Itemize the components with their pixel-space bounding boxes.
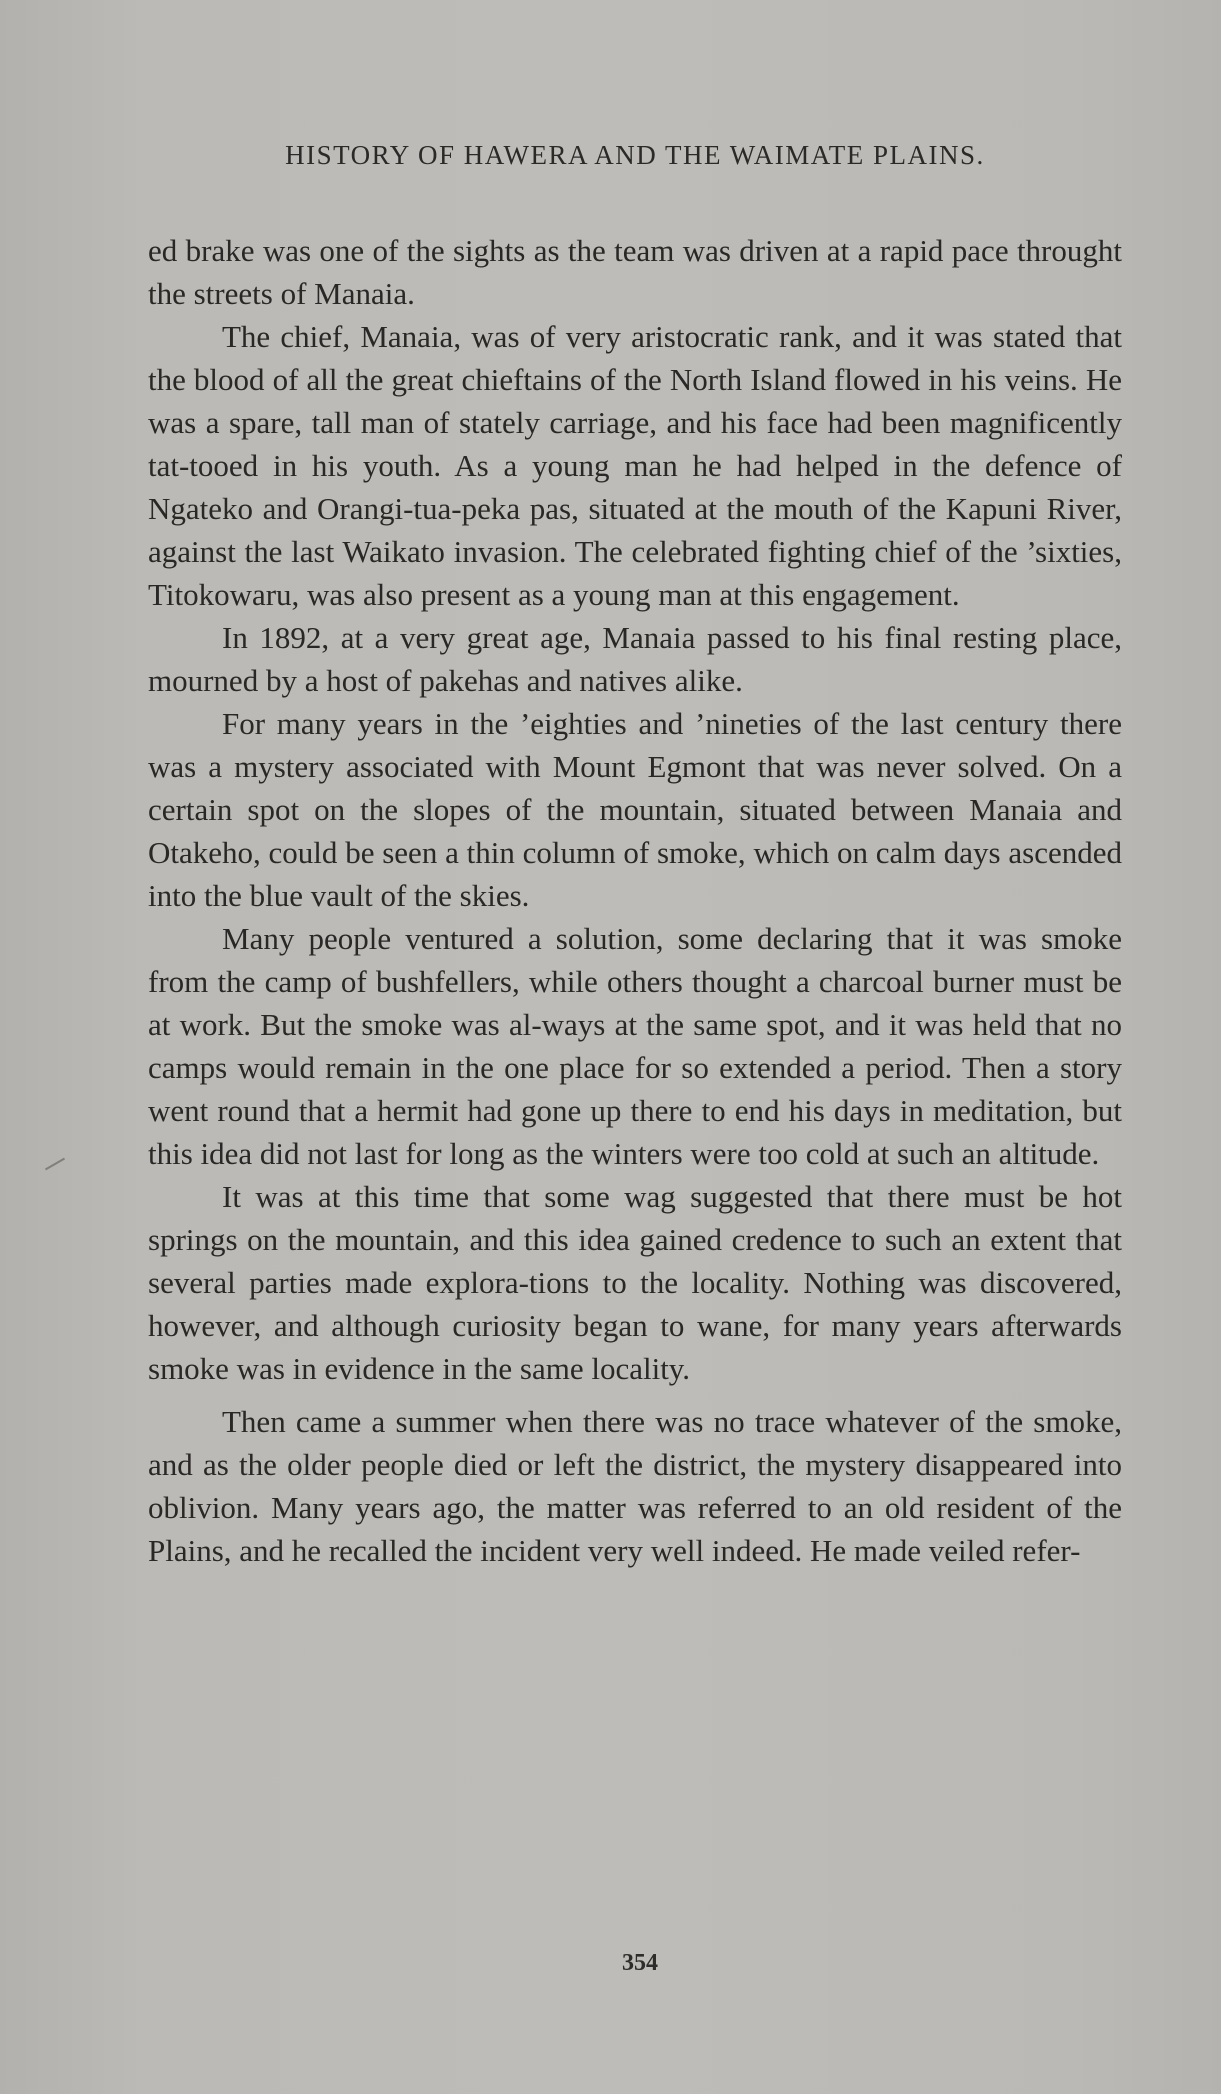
margin-mark <box>45 1158 65 1171</box>
running-head: HISTORY OF HAWERA AND THE WAIMATE PLAINS. <box>285 140 985 170</box>
body-text <box>148 229 1122 1572</box>
page-number: 354 <box>622 1950 658 1976</box>
paragraph-1: ed brake was one of the sights as the team was driven at a rapid pace throught the streets of Manaia. <box>148 233 1122 311</box>
paragraph-3: In 1892, at a very great age, Manaia passed to his final resting place, mourned by a host of pakehas and natives alike. <box>148 620 1122 698</box>
paragraph-6: It was at this time that some wag suggested that there must be hot springs on the mountain, and this idea gained credence to such an extent that several parties made explora-tions to the locality. Nothing was discovered, however, and although curiosity began to wane, for many years afterwards smoke was in evidence in the same locality. <box>148 1179 1122 1386</box>
paragraph-2: The chief, Manaia, was of very aristocratic rank, and it was stated that the blood of all the great chieftains of the North Island flowed in his veins. He was a spare, tall man of stately carriage, and his face had been magnificently tat-tooed in his youth. As a young man he had helped in the defence of Ngateko and Orangi-tua-peka pas, situated at the mouth of the Kapuni River, against the last Waikato invasion. The celebrated fighting chief of the ’sixties, Titokowaru, was also present as a young man at this engagement. <box>148 319 1122 612</box>
paragraph-7: Then came a summer when there was no trace whatever of the smoke, and as the older people died or left the district, the mystery disappeared into oblivion. Many years ago, the matter was referred to an old resident of the Plains, and he recalled the incident very well indeed. He made veiled refer- <box>148 1404 1122 1568</box>
paragraph-5: Many people ventured a solution, some declaring that it was smoke from the camp of bushfellers, while others thought a charcoal burner must be at work. But the smoke was al-ways at the same spot, and it was held that no camps would remain in the one place for so extended a period. Then a story went round that a hermit had gone up there to end his days in meditation, but this idea did not last for long as the winters were too cold at such an altitude. <box>148 921 1122 1171</box>
paragraph-4: For many years in the ’eighties and ’nineties of the last century there was a mystery associated with Mount Egmont that was never solved. On a certain spot on the slopes of the mountain, situated between Manaia and Otakeho, could be seen a thin column of smoke, which on calm days ascended into the blue vault of the skies. <box>148 706 1122 913</box>
